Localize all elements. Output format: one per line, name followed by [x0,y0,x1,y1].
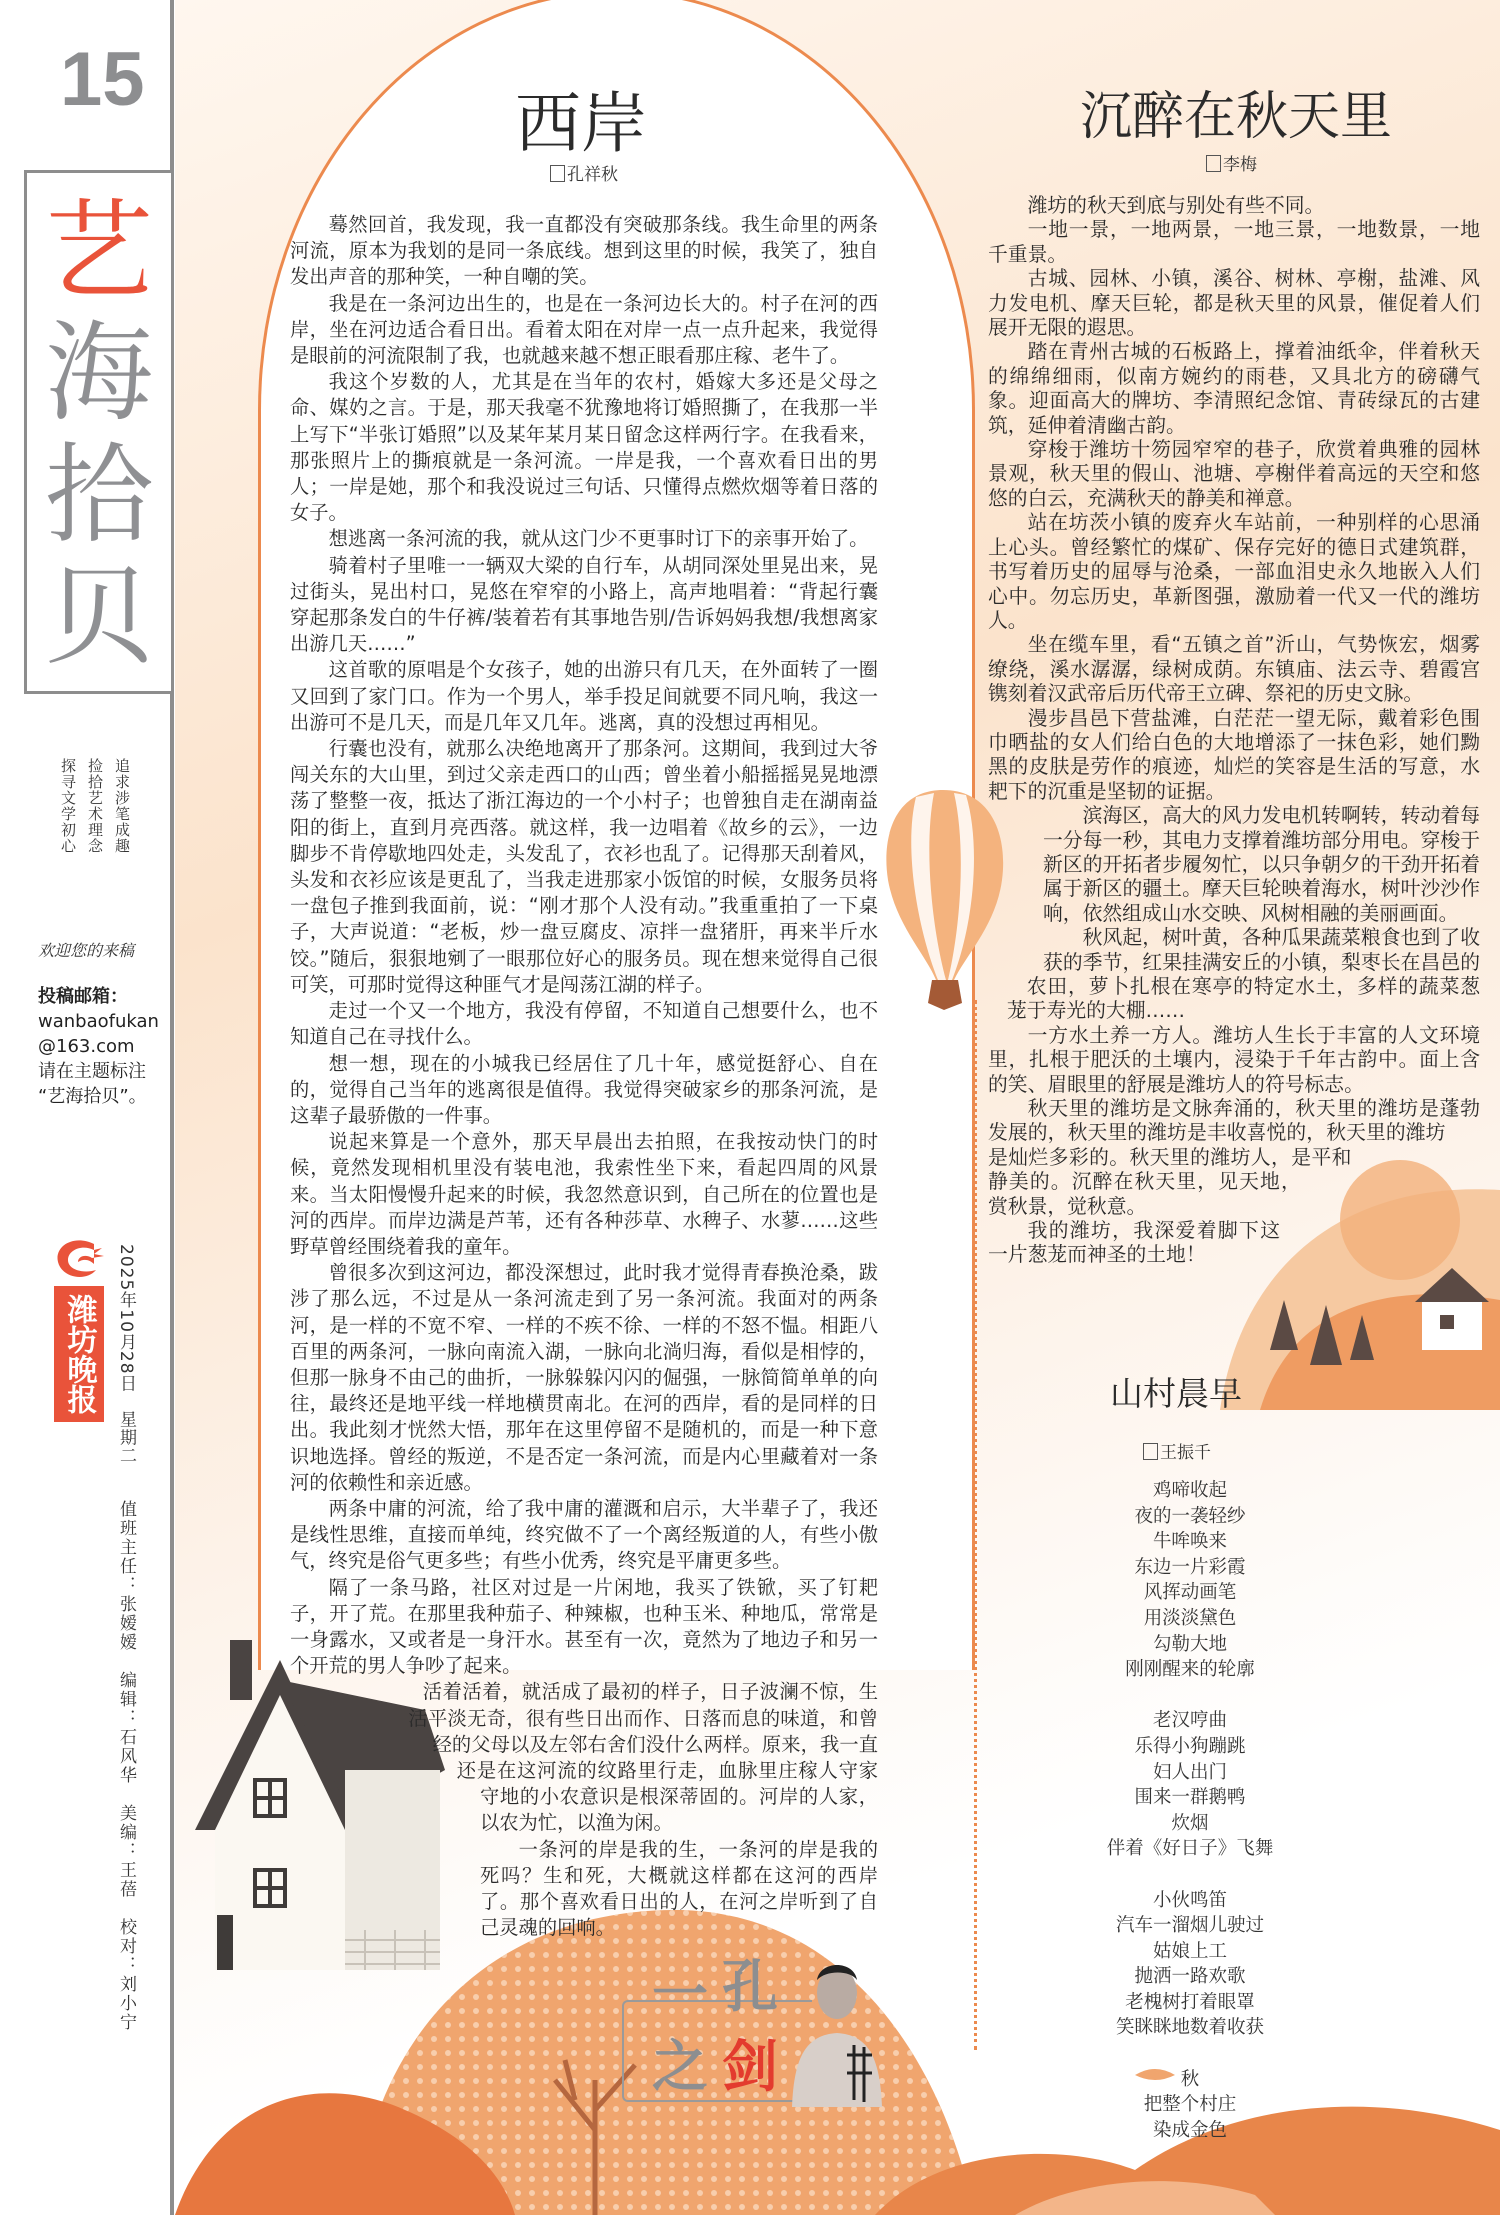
logo-char: 剑 [722,2034,778,2101]
poem-line: 刚刚醒来的轮廓 [1125,1659,1255,1681]
sidebar-rule-bottom [170,692,174,2215]
poem-line: 把整个村庄 [1143,2094,1237,2116]
poem-line: 姑娘上工 [1152,1940,1227,1962]
paragraph: 滨海区，高大的风力发电机转啊转，转动着每一分每一秒，其电力支撑着潍坊部分用电。穿梭于新区的开拓者步履匆忙，以只争朝夕的干劲开拓着属于新区的疆土。摩天巨轮映着海水，树叶沙沙作响，依然组成山水交映、风树相融的美丽画面。 [1043,804,1480,925]
paragraph: 站在坊茨小镇的废弃火车站前，一种别样的心思涌上心头。曾经繁忙的煤矿、保存完好的德日式建筑群，书写着历史的屈辱与沧桑，一部血泪史永久地嵌入人们心中。勿忘历史，革新图强，激励着一代又一代的潍坊人。 [988,511,1480,632]
stanza-gap [1040,1683,1340,1709]
poem-line: 用淡淡黛色 [1143,1607,1237,1629]
paragraph: 蓦然回首，我发现，我一直都没有突破那条线。我生命里的两条河流，原本为我划的是同一条底线。想到这里的时候，我笑了，独自发出声音的那种笑，一种自嘲的笑。 [290,213,878,289]
issue-date: 2025年10月28日 星期二 [116,1244,136,1465]
article-mid-autumn [988,804,1480,1097]
poem-line: 夜的一袭轻纱 [1134,1505,1246,1527]
poem-line: 鸡啼收起 [1152,1480,1227,1501]
poem-line: 笑眯眯地数着收获 [1115,2017,1264,2039]
poem-byline: 王振千 [1143,1438,1211,1463]
poem-body [1040,1478,1340,2143]
paragraph: 说起来算是一个意外，那天早晨出去拍照，在我按动快门的时候，竟然发现相机里没有装电池，我索性坐下来，看起四周的风景来。当太阳慢慢升起来的时候，我忽然意识到，自己所在的位置也是河的西岸。而岸边满是芦苇，还有各种莎草、水稗子、水蓼……这些野草曾经围绕着我的童年。 [290,1130,878,1258]
section-masthead [24,170,174,694]
section-slogan [54,758,135,858]
logo-swoosh-icon [54,1236,104,1282]
paragraph: 一地一景，一地两景，一地三景，一地数景，一地千重景。 [988,218,1480,266]
logo-char: 之 [652,2034,708,2101]
paragraph: 一条河的岸是我的生，一条河的岸是我的死吗？生和死，大概就这样都在这河的西岸了。那个喜欢看日出的人，在河之岸听到了自己灵魂的回响。 [480,1837,878,1940]
poem-line: 勾勒大地 [1152,1633,1227,1655]
newspaper-logo [54,1236,108,1422]
poem-line: 风挥动画笔 [1143,1582,1237,1604]
poem-line: 小伙鸣笛 [1152,1889,1227,1911]
poem-line: 染成金色 [1152,2119,1227,2141]
poem-line: 老汉哼曲 [1152,1710,1227,1732]
article-title-west: 西岸 [515,85,647,162]
poem-line: 炊烟 [1171,1812,1209,1834]
paragraph: 秋天里的潍坊是文脉奔涌的，秋天里的潍坊是蓬勃发展的，秋天里的潍坊是丰收喜悦的，秋天里的潍坊是灿烂多彩的。秋天里的潍坊人，是平和静美的。沉醉在秋天里，见天地，赏秋景，觉秋意。 [988,1097,1480,1218]
section-char: 艺 [44,189,153,314]
article-body-west [290,212,878,2115]
paragraph: 曾很多次到这河边，都没深想过，此时我才觉得青春换沧桑，跋涉了那么远，不过是从一条河流走到了另一条河流。我面对的两条河，是一样的不宽不窄、一样的不疾不徐、一样的不怒不愠。相距八百里的两条河，一脉向南流入湖，一脉向北淌归海，看似是相悖的，但那一脉身不由己的曲折，一脉躲躲闪闪的倔强，一脉简简单单的向往，最终还是地平线一样地横贯南北。在河的西岸，看的是同样的日出。我此刻才恍然大悟，那年在这里停留不是随机的，而是一种下意识地选择。曾经的叛逆，不是否定一条河流，而是内心里藏着对一条河的依赖性和亲近感。 [290,1261,878,1494]
sidebar-rule-top [170,0,174,170]
poem-line-list [1040,1478,1340,2143]
paragraph: 我这个岁数的人，尤其是在当年的农村，婚嫁大多还是父母之命、媒妁之言。于是，那天我毫不犹豫地将订婚照撕了，在我那一半上写下“半张订婚照”以及某年某月某日留念这样两行字。在我看来，那张照片上的撕痕就是一条河流。一岸是我，一个喜欢看日出的男人；一岸是她，那个和我没说过三句话、只懂得点燃炊烟等着日落的女子。 [290,370,878,525]
paragraph: 秋风起，树叶黄，各种瓜果蔬菜粮食也到了收获的季节，红果挂满安丘的小镇，梨枣长在昌邑的农田，萝卜扎根在寒亭的特定水土，多样的蔬菜葱茏于寿光的大棚…… [1007,926,1480,1023]
email-label: 投稿邮箱： [38,986,128,1007]
logo-char: 孔 [722,1954,778,2021]
paragraph: 坐在缆车里，看“五镇之首”沂山，气势恢宏，烟雾缭绕，溪水潺潺，绿树成荫。东镇庙、法云寺、碧霞宫镌刻着汉武帝后历代帝王立碑、祭祀的历史文脉。 [988,633,1480,706]
poem-line: 围来一群鹅鸭 [1134,1787,1246,1809]
article-tail-autumn [988,1097,1480,1268]
slogan-line: 探寻文学初心 [59,758,77,854]
page-number: 15 [60,37,145,122]
poem-line: 牛哞唤来 [1152,1531,1227,1553]
paragraph: 骑着村子里唯一一辆双大梁的自行车，从胡同深处里晃出来，晃过街头，晃出村口，晃悠在窄窄的小路上，高声地唱着：“背起行囊穿起那条发白的牛仔裤/装着若有其事地告别/告诉妈妈我想/我想离家出游几天……” [290,553,878,656]
poem-line: 秋 [1180,2068,1200,2090]
byline-west: 孔祥秋 [550,160,618,185]
article-body-autumn [988,194,1480,1268]
paragraph: 我的潍坊，我深爱着脚下这一片葱茏而神圣的土地！ [988,1219,1280,1267]
paragraph: 我是在一条河边出生的，也是在一条河边长大的。村子在河的西岸，坐在河边适合看日出。看着太阳在对岸一点一点升起来，我觉得是眼前的河流限制了我，也就越来越不想正眼看那庄稼、老牛了。 [290,291,878,368]
paragraph: 漫步昌邑下营盐滩，白茫茫一望无际，戴着彩色围巾晒盐的女人们给白色的大地增添了一抹色彩，她们黝黑的皮肤是劳作的痕迹，灿烂的笑容是生活的写意，水耙下的沉重是坚韧的证据。 [988,706,1480,803]
paragraph-list [988,194,1480,804]
section-char: 贝 [44,555,153,680]
submission-note-1: 请在主题标注 [38,1061,146,1082]
paragraph: 活着活着，就活成了最初的样子，日子波澜不惊，生活平淡无奇，很有些日出而作、日落而息的味道，和曾经的父母以及左邻右舍们没什么两样。原来，我一直还是在这河流的纹路里行走，血脉里庄稼人守家守地的小农意识是根深蒂固的。河岸的人家，以农为忙，以渔为闲。 [408,1680,878,1835]
author-portrait [792,1955,887,2107]
welcome-text: 欢迎您的来稿 [38,941,135,960]
paragraph: 这首歌的原唱是个女孩子，她的出游只有几天，在外面转了一圈又回到了家门口。作为一个男人，举手投足间就要不同凡响，我这一出游可不是几天，而是几年又几年。逃离，真的没想过再相见。 [290,658,878,734]
poem-line: 东边一片彩霞 [1134,1556,1246,1578]
paragraph: 一方水土养一方人。潍坊人生长于丰富的人文环境里，扎根于肥沃的土壤内，浸染于千年古韵中。面上含的笑、眉眼里的舒展是潍坊人的符号标志。 [988,1023,1480,1096]
poem-line: 妇人出门 [1152,1761,1227,1783]
paragraph: 行囊也没有，就那么决绝地离开了那条河。这期间，我到过大爷闯关东的大山里，到过父亲走西口的山西；曾坐着小船摇摇晃晃地漂荡了整整一夜，抵达了浙江海边的一个小村子；也曾独自走在湖南益阳的街上，直到月亮西落。就这样，我一边唱着《故乡的云》，一边脚步不肯停歇地四处走，头发乱了，衣衫也乱了。记得那天刮着风，头发和衣衫应该是更乱了，当我走进那家小饭馆的时候，女服务员将一盘包子推到我面前，说：“刚才那个人没有动。”我重重拍了一下桌子，大声说道：“老板，炒一盘豆腐皮、凉拌一盘猪肝，再来半斤水饺。”随后，狠狠地剜了一眼那位好心的服务员。现在想来觉得自己很可笑，可那时觉得这种匪气才是闯荡江湖的样子。 [290,737,878,996]
paragraph: 穿梭于潍坊十笏园窄窄的巷子，欣赏着典雅的园林景观，秋天里的假山、池塘、亭榭伴着高远的天空和悠悠的白云，充满秋天的静美和禅意。 [988,438,1480,510]
poem-line: 老槐树打着眼罩 [1125,1991,1255,2013]
stanza-gap [1040,1862,1340,1888]
logo-bracket [622,2000,812,2102]
byline-autumn: 李梅 [1206,150,1257,175]
email-address-1: wanbaofukan [38,1011,159,1032]
logo-char: 一 [652,1962,708,2029]
poem-line: 伴着《好日子》飞舞 [1106,1838,1274,1860]
paragraph: 隔了一条马路，社区对过是一片闲地，我买了铁锨，买了钉耙子，开了荒。在那里我种茄子、种辣椒，也种玉米、种地瓜，常常是一身露水，又或者是一身汗水。甚至有一次，竟然为了地边子和另一个开荒的男人争吵了起来。 [290,1575,878,1678]
article-tail-west [290,1679,878,1941]
poem-title: 山村晨早 [1110,1374,1242,1413]
slogan-line: 追求涉笔成趣 [113,758,131,854]
paragraph: 想一想，现在的小城我已经居住了几十年，感觉挺舒心、自在的，觉得自己当年的逃离很是值得。我觉得突破家乡的那条河流，是这辈子最骄傲的一件事。 [290,1051,878,1127]
paragraph: 潍坊的秋天到底与别处有些不同。 [1027,194,1325,217]
paragraph: 踏在青州古城的石板路上，撑着油纸伞，伴着秋天的绵绵细雨，似南方婉约的雨巷，又具北方的磅礴气象。迎面高大的牌坊、李清照纪念馆、青砖绿瓦的古建筑，延伸着清幽古韵。 [988,340,1480,437]
staff-credits: 值班主任：张嫒嫒 编辑：石风华 美编：王蓓 校对：刘小宁 [116,1500,136,2032]
column-logo-yikongzhijian [607,1955,877,2115]
newspaper-name: 潍坊晚报 [54,1286,104,1422]
section-char: 拾 [44,433,153,558]
poem-line: 汽车一溜烟儿驶过 [1115,1915,1264,1937]
paragraph-list [290,212,878,1679]
paragraph: 古城、园林、小镇，溪谷、树林、亭榭，盐滩、风力发电机、摩天巨轮，都是秋天里的风景，催促着人们展开无限的遐思。 [988,267,1480,340]
email-address-2: @163.com [38,1036,135,1057]
slogan-line: 捡拾艺术理念 [86,758,104,854]
paragraph: 两条中庸的河流，给了我中庸的灌溉和启示，大半辈子了，我还是线性思维，直接而单纯，终究做不了一个离经叛道的人，有些小傲气，终究是俗气更多些；有些小优秀，终究是平庸更多些。 [290,1496,878,1573]
poem-line: 乐得小狗蹦跳 [1134,1735,1246,1757]
article-title-autumn: 沉醉在秋天里 [1080,87,1393,147]
paragraph-list [988,804,1480,1097]
stanza-gap [1040,2041,1340,2067]
poem-line: 抛洒一路欢歌 [1134,1966,1246,1988]
submission-info [38,984,159,1109]
paragraph: 想逃离一条河流的我，就从这门少不更事时订下的亲事开始了。 [328,527,869,551]
section-char: 海 [44,311,153,436]
submission-note-2: “艺海拾贝”。 [38,1086,147,1107]
paragraph: 走过一个又一个地方，我没有停留，不知道自己想要什么，也不知道自己在寻找什么。 [290,999,878,1049]
